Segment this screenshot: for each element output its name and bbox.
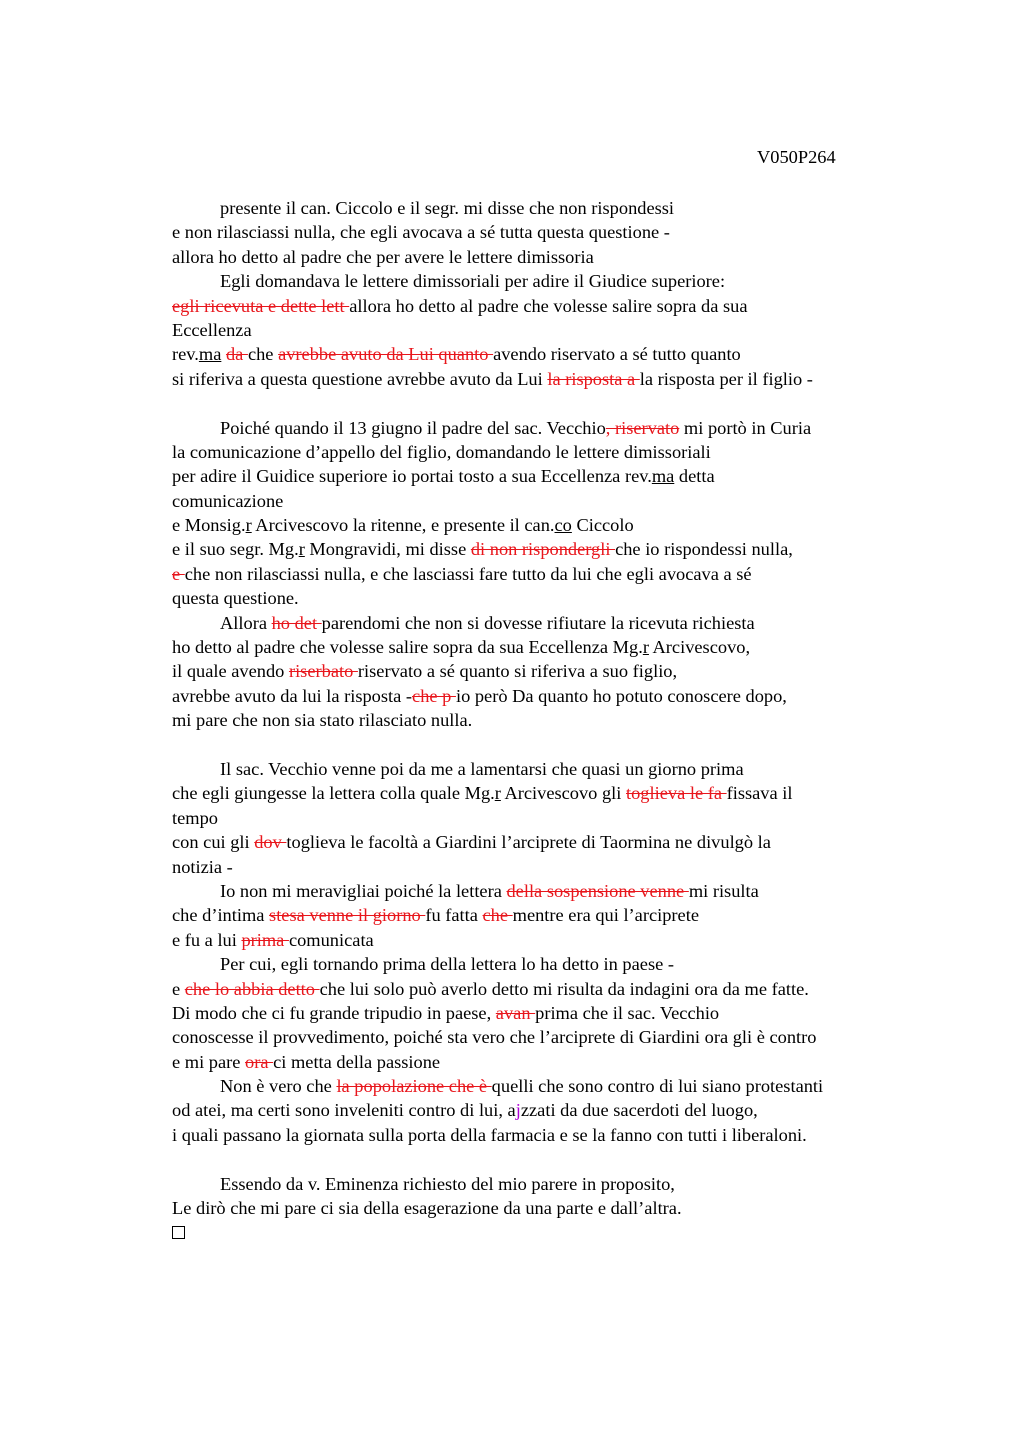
- deleted-text: ho det: [271, 612, 322, 633]
- text-run: per adire il Guidice superiore io portai tosto a sua Eccellenza rev.: [172, 466, 652, 487]
- text-line: i quali passano la giornata sulla porta della farmacia e se la fanno con tutti i liberaloni.: [172, 1124, 807, 1145]
- deleted-text: riserbato: [288, 661, 358, 682]
- text-line: [172, 684, 932, 708]
- text-run: detta: [674, 466, 715, 487]
- deleted-text: , riservato: [605, 417, 680, 438]
- text-line: [172, 635, 932, 659]
- paragraph-break: [172, 391, 932, 415]
- text-line: [172, 781, 932, 805]
- text-line: [172, 464, 932, 488]
- deleted-text: che lo abbia detto: [184, 978, 320, 999]
- deleted-text: ora: [245, 1051, 274, 1072]
- text-run: comunicata: [288, 929, 374, 950]
- underlined-abbreviation: r: [642, 637, 649, 658]
- text-line: comunicazione: [172, 490, 284, 511]
- underlined-abbreviation: r: [298, 539, 305, 560]
- text-run: Di modo che ci fu grande tripudio in paese,: [172, 1002, 496, 1023]
- text-line: Per cui, egli tornando prima della lettera lo ha detto in paese -: [220, 954, 674, 975]
- text-line: la comunicazione d’appello del figlio, domandando le lettere dimissoriali: [172, 441, 711, 462]
- text-run: mentre era qui l’arciprete: [512, 905, 699, 926]
- paragraph-break: [172, 733, 932, 757]
- text-line: [172, 879, 932, 903]
- text-line: Le dirò che mi pare ci sia della esagerazione da una parte e dall’altra.: [172, 1198, 682, 1219]
- deleted-text: avrebbe avuto da Lui quanto: [278, 344, 494, 365]
- text-run: la risposta per il figlio -: [639, 368, 813, 389]
- underlined-abbreviation: r: [245, 515, 252, 536]
- text-run: con cui gli: [172, 832, 255, 853]
- text-line: notizia -: [172, 856, 233, 877]
- deleted-text: di non rispondergli: [470, 539, 616, 560]
- text-run: Ciccolo: [571, 515, 634, 536]
- text-line: [172, 1050, 932, 1074]
- text-line: [172, 562, 932, 586]
- text-line: [172, 367, 932, 391]
- paragraph-break: [172, 1147, 932, 1171]
- text-run: zzati da due sacerdoti del luogo,: [520, 1100, 758, 1121]
- text-run: ho detto al padre che volesse salire sopra da sua Eccellenza Mg.: [172, 637, 643, 658]
- text-line: questa questione.: [172, 588, 299, 609]
- deleted-text: che: [482, 905, 513, 926]
- text-run: e mi pare: [172, 1051, 246, 1072]
- underlined-abbreviation: ma: [651, 466, 675, 487]
- text-run: quelli che sono contro di lui siano protestanti: [491, 1076, 824, 1097]
- deleted-text: che p: [412, 685, 456, 706]
- text-run: che: [247, 344, 279, 365]
- text-line: [172, 294, 932, 318]
- text-run: ci metta della passione: [273, 1051, 441, 1072]
- end-marker-line: [172, 1220, 932, 1244]
- text-run: allora ho detto al padre che volesse salire sopra da sua: [349, 295, 748, 316]
- underlined-abbreviation: co: [554, 515, 572, 536]
- text-line: [172, 537, 932, 561]
- text-line: Egli domandava le lettere dimissoriali per adire il Giudice superiore:: [220, 271, 726, 292]
- text-line: Eccellenza: [172, 319, 252, 340]
- text-run: e fu a lui: [172, 929, 242, 950]
- text-run: fissava il: [726, 783, 793, 804]
- text-run: e il suo segr. Mg.: [172, 539, 299, 560]
- text-run: Arcivescovo gli: [500, 783, 626, 804]
- text-run: Non è vero che: [220, 1076, 337, 1097]
- deleted-text: prima: [241, 929, 289, 950]
- text-line: [172, 830, 932, 854]
- text-run: il quale avendo: [172, 661, 289, 682]
- deleted-text: toglieva le fa: [626, 783, 727, 804]
- text-run: Allora: [220, 612, 272, 633]
- text-run: avendo riservato a sé tutto quanto: [493, 344, 741, 365]
- deleted-text: stesa venne il giorno: [269, 905, 426, 926]
- text-run: che lui solo può averlo detto mi risulta da indagini ora da me fatte.: [319, 978, 809, 999]
- text-line: [172, 659, 932, 683]
- text-line: [172, 977, 932, 1001]
- text-line: [172, 342, 932, 366]
- deleted-text: la risposta a: [547, 368, 640, 389]
- text-run: od atei, ma certi sono inveleniti contro di lui, a: [172, 1100, 516, 1121]
- text-line: presente il can. Ciccolo e il segr. mi disse che non rispondessi: [220, 198, 675, 218]
- deleted-text: della sospensione venne: [506, 880, 689, 901]
- text-run: Mongravidi, mi disse: [304, 539, 471, 560]
- text-run: Poiché quando il 13 giugno il padre del sac. Vecchio: [220, 417, 606, 438]
- text-run: Arcivescovo,: [648, 637, 751, 658]
- text-run: che non rilasciassi nulla, e che lasciassi fare tutto da lui che egli avocava a sé: [184, 563, 752, 584]
- text-line: conoscesse il provvedimento, poiché sta vero che l’arciprete di Giardini ora gli è contro: [172, 1027, 817, 1048]
- text-run: che d’intima: [172, 905, 270, 926]
- text-line: [172, 903, 932, 927]
- text-line: [172, 513, 932, 537]
- text-line: [172, 1098, 932, 1122]
- inserted-letter: j: [515, 1100, 521, 1121]
- text-line: tempo: [172, 807, 218, 828]
- text-run: e Monsig.: [172, 515, 246, 536]
- text-line: Essendo da v. Eminenza richiesto del mio parere in proposito,: [220, 1173, 675, 1194]
- text-run: e: [172, 978, 185, 999]
- deleted-text: egli ricevuta e dette lett: [172, 295, 350, 316]
- underlined-abbreviation: ma: [198, 344, 222, 365]
- text-run: fu fatta: [425, 905, 483, 926]
- text-run: io però Da quanto ho potuto conoscere dopo,: [455, 685, 787, 706]
- text-run: rev.: [172, 344, 199, 365]
- deleted-text: e: [172, 563, 185, 584]
- deleted-text: avan: [495, 1002, 536, 1023]
- text-run: riservato a sé quanto si riferiva a suo figlio,: [357, 661, 678, 682]
- text-run: che egli giungesse la lettera colla quale Mg.: [172, 783, 495, 804]
- text-line: [172, 416, 932, 440]
- text-line: [172, 1074, 932, 1098]
- text-run: Io non mi meravigliai poiché la lettera: [220, 880, 507, 901]
- text-run: mi risulta: [688, 880, 759, 901]
- text-run: Arcivescovo la ritenne, e presente il can.: [251, 515, 555, 536]
- text-line: [172, 928, 932, 952]
- text-run: prima che il sac. Vecchio: [535, 1002, 720, 1023]
- text-line: Il sac. Vecchio venne poi da me a lamentarsi che quasi un giorno prima: [220, 758, 744, 779]
- text-line: mi pare che non sia stato rilasciato nulla.: [172, 710, 473, 731]
- text-line: [172, 611, 932, 635]
- text-line: e non rilasciassi nulla, che egli avocava a sé tutta questa questione -: [172, 222, 670, 243]
- deleted-text: la popolazione che è: [336, 1076, 492, 1097]
- text-line: allora ho detto al padre che per avere le lettere dimissoria: [172, 246, 594, 267]
- text-line: [172, 1001, 932, 1025]
- text-run: si riferiva a questa questione avrebbe avuto da Lui: [172, 368, 548, 389]
- underlined-abbreviation: r: [494, 783, 501, 804]
- deleted-text: da: [225, 344, 248, 365]
- text-run: parendomi che non si dovesse rifiutare la ricevuta richiesta: [321, 612, 755, 633]
- square-box-icon: [172, 1226, 185, 1239]
- deleted-text: dov: [254, 832, 287, 853]
- transcription-body: [172, 196, 932, 1245]
- text-run: toglieva le facoltà a Giardini l’arciprete di Taormina ne divulgò la: [286, 832, 771, 853]
- page-identifier: V050P264: [757, 147, 836, 167]
- text-run: mi portò in Curia: [679, 417, 812, 438]
- text-run: avrebbe avuto da lui la risposta -: [172, 685, 413, 706]
- text-run: che io rispondessi nulla,: [615, 539, 793, 560]
